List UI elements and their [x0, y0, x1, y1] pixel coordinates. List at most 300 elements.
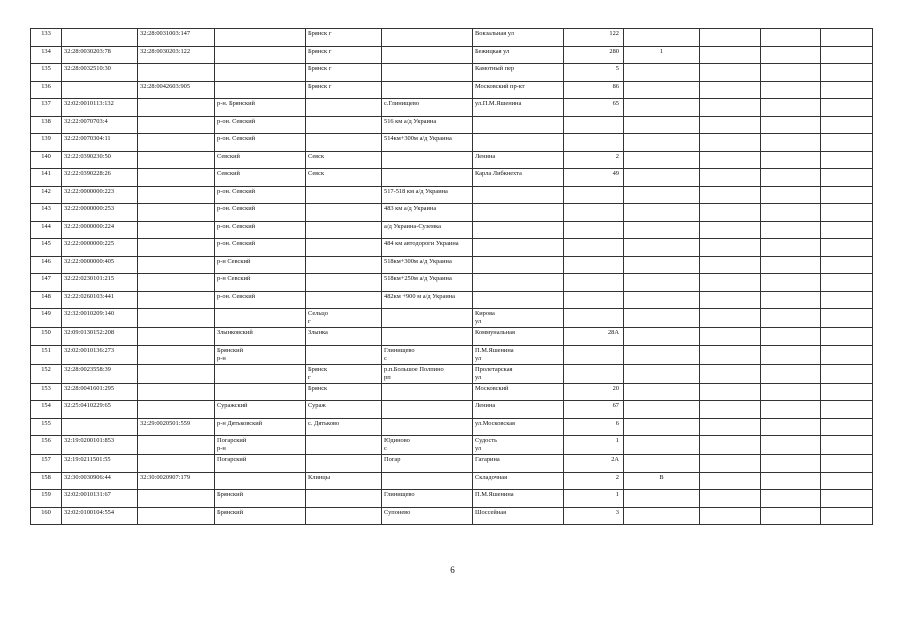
building-cell [624, 99, 700, 117]
house-number-cell: 6 [564, 418, 624, 436]
empty-cell [761, 169, 821, 187]
table-row [31, 328, 873, 346]
cadastral-number-2-cell [138, 436, 215, 455]
empty-cell [821, 309, 873, 328]
cadastral-number-2-cell [138, 274, 215, 292]
city-cell [306, 221, 382, 239]
row-number-cell: 141 [31, 169, 62, 187]
cadastral-number-cell: 32:22:0070703:4 [62, 116, 138, 134]
district-cell [215, 81, 306, 99]
cadastral-number-cell: 32:02:0010113:132 [62, 99, 138, 117]
settlement-cell: Глинищево [382, 490, 473, 508]
building-cell [624, 455, 700, 473]
city-cell [306, 436, 382, 455]
table-row [31, 151, 873, 169]
settlement-cell [382, 309, 473, 328]
empty-cell [700, 204, 761, 222]
cadastral-number-cell: 32:22:0390228:26 [62, 169, 138, 187]
street-cell: Коммунальная [473, 328, 564, 346]
table-row [31, 274, 873, 292]
empty-cell [700, 186, 761, 204]
row-number-cell: 158 [31, 472, 62, 490]
city-cell [306, 239, 382, 257]
settlement-cell [382, 418, 473, 436]
empty-cell [761, 418, 821, 436]
table-row [31, 134, 873, 152]
cadastral-number-2-cell [138, 401, 215, 419]
cadastral-number-2-cell [138, 383, 215, 401]
empty-cell [761, 328, 821, 346]
empty-cell [700, 291, 761, 309]
empty-cell [700, 309, 761, 328]
settlement-cell: Погар [382, 455, 473, 473]
building-cell [624, 29, 700, 47]
building-cell [624, 436, 700, 455]
settlement-cell: 484 км автодороги Украина [382, 239, 473, 257]
street-cell: Московский [473, 383, 564, 401]
building-cell [624, 490, 700, 508]
street-cell: П.М.Яшенина ул [473, 345, 564, 364]
settlement-cell [382, 29, 473, 47]
building-cell [624, 309, 700, 328]
table-row [31, 309, 873, 328]
street-cell [473, 256, 564, 274]
row-number-cell: 135 [31, 64, 62, 82]
house-number-cell: 67 [564, 401, 624, 419]
empty-cell [821, 401, 873, 419]
table-row [31, 169, 873, 187]
house-number-cell: 20 [564, 383, 624, 401]
district-cell: р-он. Севский [215, 291, 306, 309]
building-cell [624, 328, 700, 346]
table-row [31, 455, 873, 473]
empty-cell [700, 134, 761, 152]
empty-cell [700, 472, 761, 490]
settlement-cell: 517-518 км а/д Украина [382, 186, 473, 204]
cadastral-number-cell: 32:28:0023558:39 [62, 364, 138, 383]
empty-cell [761, 507, 821, 525]
street-cell [473, 116, 564, 134]
street-cell [473, 274, 564, 292]
row-number-cell: 149 [31, 309, 62, 328]
cadastral-number-cell: 32:30:0030906:44 [62, 472, 138, 490]
street-cell [473, 239, 564, 257]
district-cell: Брянский [215, 490, 306, 508]
settlement-cell [382, 383, 473, 401]
cadastral-number-cell [62, 81, 138, 99]
table-body [31, 29, 873, 525]
building-cell [624, 383, 700, 401]
settlement-cell: 482км +900 м а/д Украина [382, 291, 473, 309]
settlement-cell [382, 81, 473, 99]
cadastral-number-cell [62, 418, 138, 436]
settlement-cell: с.Глинищево [382, 99, 473, 117]
empty-cell [761, 116, 821, 134]
row-number-cell: 133 [31, 29, 62, 47]
street-cell: Бежицкая ул [473, 46, 564, 64]
settlement-cell [382, 46, 473, 64]
cadastral-number-cell: 32:28:0030203:78 [62, 46, 138, 64]
address-register-table [30, 28, 873, 525]
street-cell [473, 204, 564, 222]
empty-cell [821, 46, 873, 64]
cadastral-number-2-cell: 32:29:0020501:559 [138, 418, 215, 436]
cadastral-number-2-cell [138, 99, 215, 117]
settlement-cell [382, 151, 473, 169]
settlement-cell: 518км+300м а/д Украина [382, 256, 473, 274]
empty-cell [761, 345, 821, 364]
city-cell [306, 291, 382, 309]
table-row [31, 239, 873, 257]
cadastral-number-cell: 32:22:0000000:405 [62, 256, 138, 274]
cadastral-number-cell: 32:22:0070304:11 [62, 134, 138, 152]
building-cell [624, 64, 700, 82]
empty-cell [700, 221, 761, 239]
street-cell [473, 291, 564, 309]
building-cell [624, 364, 700, 383]
row-number-cell: 153 [31, 383, 62, 401]
district-cell: р-он. Севский [215, 204, 306, 222]
empty-cell [700, 151, 761, 169]
empty-cell [821, 364, 873, 383]
table-row [31, 221, 873, 239]
empty-cell [821, 221, 873, 239]
empty-cell [821, 328, 873, 346]
settlement-cell: Супонево [382, 507, 473, 525]
empty-cell [821, 186, 873, 204]
row-number-cell: 139 [31, 134, 62, 152]
empty-cell [761, 309, 821, 328]
building-cell [624, 169, 700, 187]
building-cell [624, 221, 700, 239]
empty-cell [761, 364, 821, 383]
empty-cell [761, 401, 821, 419]
cadastral-number-cell: 32:28:0032510:30 [62, 64, 138, 82]
settlement-cell: 514км+300м а/д Украина [382, 134, 473, 152]
street-cell: Московский пр-кт [473, 81, 564, 99]
empty-cell [821, 472, 873, 490]
empty-cell [700, 418, 761, 436]
empty-cell [821, 274, 873, 292]
cadastral-number-2-cell [138, 169, 215, 187]
table-row [31, 418, 873, 436]
row-number-cell: 155 [31, 418, 62, 436]
empty-cell [821, 345, 873, 364]
table-row [31, 64, 873, 82]
city-cell [306, 490, 382, 508]
street-cell: Гагарина [473, 455, 564, 473]
empty-cell [821, 507, 873, 525]
page-number: 6 [450, 565, 455, 575]
row-number-cell: 152 [31, 364, 62, 383]
row-number-cell: 146 [31, 256, 62, 274]
cadastral-number-2-cell: 32:28:0031003:147 [138, 29, 215, 47]
district-cell: Погарский р-н [215, 436, 306, 455]
table-row [31, 291, 873, 309]
cadastral-number-2-cell [138, 221, 215, 239]
row-number-cell: 148 [31, 291, 62, 309]
table-row [31, 99, 873, 117]
cadastral-number-cell: 32:28:0041601:295 [62, 383, 138, 401]
table-row [31, 490, 873, 508]
city-cell: Брянск г [306, 46, 382, 64]
settlement-cell [382, 328, 473, 346]
district-cell: р-н Дятьковский [215, 418, 306, 436]
settlement-cell: Глинищево с [382, 345, 473, 364]
street-cell: Карла Либкнехта [473, 169, 564, 187]
empty-cell [821, 151, 873, 169]
empty-cell [761, 472, 821, 490]
empty-cell [700, 256, 761, 274]
house-number-cell [564, 186, 624, 204]
district-cell: р-он. Севский [215, 221, 306, 239]
house-number-cell [564, 274, 624, 292]
house-number-cell [564, 221, 624, 239]
empty-cell [821, 134, 873, 152]
house-number-cell [564, 134, 624, 152]
empty-cell [821, 99, 873, 117]
building-cell [624, 134, 700, 152]
row-number-cell: 137 [31, 99, 62, 117]
city-cell: Брянск г [306, 29, 382, 47]
empty-cell [700, 99, 761, 117]
cadastral-number-cell: 32:22:0390230:50 [62, 151, 138, 169]
city-cell [306, 455, 382, 473]
district-cell: р-он. Севский [215, 134, 306, 152]
city-cell: Брянск г [306, 81, 382, 99]
table-row [31, 204, 873, 222]
city-cell [306, 186, 382, 204]
house-number-cell [564, 291, 624, 309]
settlement-cell [382, 169, 473, 187]
cadastral-number-cell: 32:22:0000000:225 [62, 239, 138, 257]
empty-cell [821, 116, 873, 134]
city-cell: с. Дятьково [306, 418, 382, 436]
city-cell [306, 99, 382, 117]
row-number-cell: 138 [31, 116, 62, 134]
row-number-cell: 144 [31, 221, 62, 239]
table-row [31, 29, 873, 47]
city-cell: Севск [306, 151, 382, 169]
empty-cell [821, 64, 873, 82]
cadastral-number-2-cell [138, 507, 215, 525]
cadastral-number-2-cell [138, 116, 215, 134]
street-cell [473, 186, 564, 204]
city-cell: Клинцы [306, 472, 382, 490]
district-cell [215, 46, 306, 64]
city-cell [306, 507, 382, 525]
empty-cell [700, 239, 761, 257]
empty-cell [700, 455, 761, 473]
empty-cell [761, 64, 821, 82]
cadastral-number-cell: 32:22:0000000:253 [62, 204, 138, 222]
empty-cell [761, 291, 821, 309]
house-number-cell: 2 [564, 472, 624, 490]
street-cell: Кирова ул [473, 309, 564, 328]
settlement-cell: 483 км а/д Украина [382, 204, 473, 222]
city-cell: Злынка [306, 328, 382, 346]
house-number-cell: 1 [564, 436, 624, 455]
district-cell [215, 64, 306, 82]
district-cell: р-он. Севский [215, 239, 306, 257]
city-cell [306, 274, 382, 292]
table-row [31, 401, 873, 419]
city-cell: Севск [306, 169, 382, 187]
city-cell: Брянск г [306, 364, 382, 383]
empty-cell [700, 81, 761, 99]
house-number-cell: 2А [564, 455, 624, 473]
table-row [31, 383, 873, 401]
table-row [31, 256, 873, 274]
settlement-cell [382, 472, 473, 490]
empty-cell [700, 490, 761, 508]
empty-cell [761, 46, 821, 64]
cadastral-number-2-cell [138, 291, 215, 309]
house-number-cell [564, 239, 624, 257]
empty-cell [700, 507, 761, 525]
row-number-cell: 151 [31, 345, 62, 364]
cadastral-number-2-cell [138, 309, 215, 328]
district-cell: Брянский р-н [215, 345, 306, 364]
settlement-cell [382, 64, 473, 82]
building-cell [624, 345, 700, 364]
cadastral-number-cell: 32:19:0200101:853 [62, 436, 138, 455]
empty-cell [761, 29, 821, 47]
house-number-cell: 2 [564, 151, 624, 169]
empty-cell [821, 256, 873, 274]
house-number-cell [564, 256, 624, 274]
building-cell [624, 81, 700, 99]
empty-cell [821, 455, 873, 473]
row-number-cell: 157 [31, 455, 62, 473]
building-cell [624, 116, 700, 134]
cadastral-number-cell: 32:22:0260103:441 [62, 291, 138, 309]
city-cell: Брянск [306, 383, 382, 401]
row-number-cell: 156 [31, 436, 62, 455]
street-cell: ул.Московская [473, 418, 564, 436]
house-number-cell: 280 [564, 46, 624, 64]
empty-cell [700, 383, 761, 401]
house-number-cell: 5 [564, 64, 624, 82]
street-cell: ул.П.М.Яшенина [473, 99, 564, 117]
cadastral-number-2-cell [138, 490, 215, 508]
building-cell [624, 151, 700, 169]
building-cell [624, 291, 700, 309]
empty-cell [700, 345, 761, 364]
empty-cell [700, 436, 761, 455]
cadastral-number-2-cell [138, 364, 215, 383]
table-row [31, 46, 873, 64]
district-cell: Злынковский [215, 328, 306, 346]
empty-cell [821, 81, 873, 99]
cadastral-number-2-cell [138, 256, 215, 274]
house-number-cell [564, 116, 624, 134]
empty-cell [761, 436, 821, 455]
house-number-cell: 86 [564, 81, 624, 99]
district-cell: р-н Севский [215, 256, 306, 274]
district-cell [215, 383, 306, 401]
row-number-cell: 154 [31, 401, 62, 419]
table-row [31, 81, 873, 99]
empty-cell [700, 64, 761, 82]
empty-cell [821, 418, 873, 436]
cadastral-number-2-cell [138, 239, 215, 257]
table-row [31, 472, 873, 490]
city-cell [306, 204, 382, 222]
district-cell: р-н. Брянский [215, 99, 306, 117]
empty-cell [821, 291, 873, 309]
district-cell: Суражский [215, 401, 306, 419]
district-cell: р-он. Севский [215, 116, 306, 134]
cadastral-number-2-cell: 32:28:0042603:905 [138, 81, 215, 99]
empty-cell [761, 186, 821, 204]
empty-cell [761, 490, 821, 508]
row-number-cell: 145 [31, 239, 62, 257]
settlement-cell: Юдиново с [382, 436, 473, 455]
house-number-cell [564, 204, 624, 222]
building-cell [624, 401, 700, 419]
cadastral-number-2-cell [138, 345, 215, 364]
settlement-cell: а/д Украина-Суземка [382, 221, 473, 239]
district-cell: р-он. Севский [215, 186, 306, 204]
row-number-cell: 142 [31, 186, 62, 204]
street-cell [473, 134, 564, 152]
table-row [31, 116, 873, 134]
empty-cell [821, 239, 873, 257]
house-number-cell [564, 309, 624, 328]
row-number-cell: 143 [31, 204, 62, 222]
city-cell: Брянск г [306, 64, 382, 82]
house-number-cell [564, 364, 624, 383]
cadastral-number-cell: 32:02:0010136:273 [62, 345, 138, 364]
house-number-cell: 3 [564, 507, 624, 525]
city-cell [306, 345, 382, 364]
empty-cell [821, 490, 873, 508]
cadastral-number-2-cell [138, 455, 215, 473]
empty-cell [821, 436, 873, 455]
city-cell: Сураж [306, 401, 382, 419]
district-cell: Брянский [215, 507, 306, 525]
house-number-cell [564, 345, 624, 364]
row-number-cell: 147 [31, 274, 62, 292]
street-cell: Складочная [473, 472, 564, 490]
empty-cell [821, 204, 873, 222]
cadastral-number-2-cell: 32:28:0030203:122 [138, 46, 215, 64]
row-number-cell: 160 [31, 507, 62, 525]
cadastral-number-2-cell [138, 64, 215, 82]
district-cell: Погарский [215, 455, 306, 473]
street-cell: П.М.Яшенина [473, 490, 564, 508]
street-cell: Судость ул [473, 436, 564, 455]
row-number-cell: 136 [31, 81, 62, 99]
empty-cell [761, 151, 821, 169]
street-cell: Шоссейная [473, 507, 564, 525]
cadastral-number-cell: 32:02:0100104:554 [62, 507, 138, 525]
empty-cell [761, 383, 821, 401]
cadastral-number-cell: 32:32:0010209:140 [62, 309, 138, 328]
street-cell: Ленина [473, 151, 564, 169]
table-row [31, 364, 873, 383]
empty-cell [821, 169, 873, 187]
street-cell: Вокзальная ул [473, 29, 564, 47]
empty-cell [700, 116, 761, 134]
city-cell [306, 256, 382, 274]
cadastral-number-cell: 32:19:0211501:55 [62, 455, 138, 473]
row-number-cell: 134 [31, 46, 62, 64]
empty-cell [821, 29, 873, 47]
empty-cell [761, 221, 821, 239]
empty-cell [700, 29, 761, 47]
